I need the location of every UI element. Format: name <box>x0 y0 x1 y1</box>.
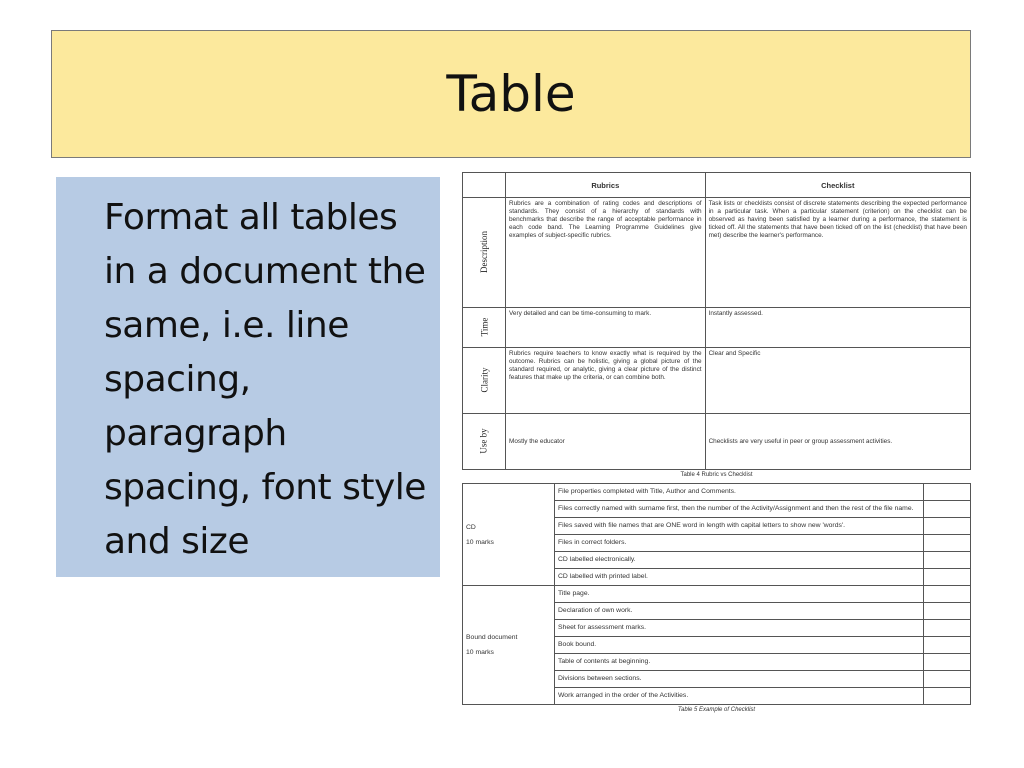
cell-rubrics-use-by: Mostly the educator <box>506 414 706 470</box>
list-item: Divisions between sections. <box>555 671 924 688</box>
list-item: File properties completed with Title, Author and Comments. <box>555 484 924 501</box>
list-item: Declaration of own work. <box>555 603 924 620</box>
list-item: Title page. <box>555 586 924 603</box>
check-cell <box>924 637 971 654</box>
table-caption-1: Table 4 Rubric vs Checklist <box>680 472 753 478</box>
group-label-bound-document: Bound document 10 marks <box>463 586 555 705</box>
cell-checklist-description: Task lists or checklists consist of discrete statements describing the expected performance in a particular task. When a particular statement (criterion) on the checklist can be observed as having been satisfied by a learner during a performance, the statement is ticked off. All the statements that have been ticked off on the list (checklist) that have been met) describe the learner's performance. <box>705 198 970 308</box>
check-cell <box>924 688 971 705</box>
cell-checklist-use-by: Checklists are very useful in peer or group assessment activities. <box>705 414 970 470</box>
header-rubrics: Rubrics <box>506 173 706 198</box>
table-caption-2: Table 5 Example of Checklist <box>677 707 756 713</box>
checklist-example-table <box>462 483 971 705</box>
list-item: Files in correct folders. <box>555 535 924 552</box>
list-item: CD labelled electronically. <box>555 552 924 569</box>
list-item: Book bound. <box>555 637 924 654</box>
body-text: Format all tables in a document the same, i.e. line spacing, paragraph spacing, font style and size <box>104 197 426 562</box>
content-placeholder <box>56 177 440 577</box>
check-cell <box>924 586 971 603</box>
corner-cell <box>463 173 506 198</box>
cell-checklist-time: Instantly assessed. <box>705 308 970 348</box>
check-cell <box>924 552 971 569</box>
check-cell <box>924 603 971 620</box>
check-cell <box>924 535 971 552</box>
list-item: Sheet for assessment marks. <box>555 620 924 637</box>
title-placeholder <box>51 30 971 158</box>
check-cell <box>924 654 971 671</box>
list-item: CD labelled with printed label. <box>555 569 924 586</box>
check-cell <box>924 501 971 518</box>
list-item: Table of contents at beginning. <box>555 654 924 671</box>
check-cell <box>924 671 971 688</box>
cell-rubrics-time: Very detailed and can be time-consuming to mark. <box>506 308 706 348</box>
rubric-checklist-table-image <box>462 172 971 478</box>
row-label-clarity: Clarity <box>463 348 506 414</box>
group-label-cd: CD 10 marks <box>463 484 555 586</box>
check-cell <box>924 569 971 586</box>
list-item: Files saved with file names that are ONE word in length with capital letters to show new 'words'. <box>555 518 924 535</box>
cell-rubrics-description: Rubrics are a combination of rating codes and descriptions of standards. They consist of a hierarchy of standards with benchmarks that describe the range of acceptable performance in each code band. The Learning Programme Guidelines give examples of subject-specific rubrics. <box>506 198 706 308</box>
checklist-example-table-image <box>462 483 971 745</box>
cell-rubrics-clarity: Rubrics require teachers to know exactly what is required by the outcome. Rubrics can be holistic, giving a global picture of the standard required, or analytic, giving a clear picture of the distinct features that make up the criteria, or can combine both. <box>506 348 706 414</box>
header-checklist: Checklist <box>705 173 970 198</box>
check-cell <box>924 484 971 501</box>
list-item: Files correctly named with surname first, then the number of the Activity/Assignment and then the rest of the file name. <box>555 501 924 518</box>
list-item: Work arranged in the order of the Activities. <box>555 688 924 705</box>
row-label-use-by: Use by <box>463 414 506 470</box>
row-label-time: Time <box>463 308 506 348</box>
check-cell <box>924 620 971 637</box>
rubric-checklist-table <box>462 172 971 470</box>
check-cell <box>924 518 971 535</box>
row-label-description: Description <box>463 198 506 308</box>
slide-title: Table <box>446 65 576 123</box>
cell-checklist-clarity: Clear and Specific <box>705 348 970 414</box>
